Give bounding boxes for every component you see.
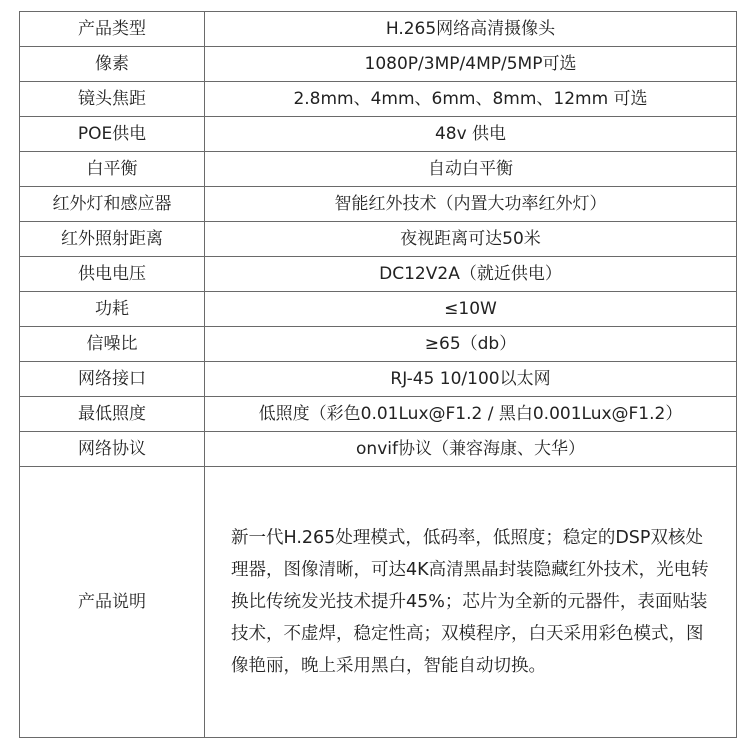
spec-value-protocol: onvif协议（兼容海康、大华） bbox=[205, 432, 737, 467]
spec-key-protocol: 网络协议 bbox=[20, 432, 205, 467]
spec-value-min-illumination: 低照度（彩色0.01Lux@F1.2 / 黑白0.001Lux@F1.2） bbox=[205, 397, 737, 432]
spec-value-snr: ≥65（db） bbox=[205, 327, 737, 362]
spec-value-description: 新一代H.265处理模式，低码率，低照度；稳定的DSP双核处理器，图像清晰，可达4K高清黑晶封装隐藏红外技术，光电转换比传统发光技术提升45%；芯片为全新的元器件，表面贴装技术，不虚焊，稳定性高；双模程序，白天采用彩色模式，图像艳丽，晚上采用黑白，智能自动切换。 bbox=[205, 467, 737, 738]
table-row bbox=[20, 152, 737, 187]
spec-value-focal-length: 2.8mm、4mm、6mm、8mm、12mm 可选 bbox=[205, 82, 737, 117]
table-row bbox=[20, 82, 737, 117]
spec-value-power: ≤10W bbox=[205, 292, 737, 327]
spec-key-description: 产品说明 bbox=[20, 467, 205, 738]
spec-key-snr: 信噪比 bbox=[20, 327, 205, 362]
spec-key-power: 功耗 bbox=[20, 292, 205, 327]
spec-key-min-illumination: 最低照度 bbox=[20, 397, 205, 432]
table-row bbox=[20, 47, 737, 82]
table-row bbox=[20, 362, 737, 397]
table-row bbox=[20, 117, 737, 152]
table-row bbox=[20, 187, 737, 222]
table-row bbox=[20, 292, 737, 327]
spec-value-poe: 48v 供电 bbox=[205, 117, 737, 152]
table-row bbox=[20, 12, 737, 47]
spec-key-ir-distance: 红外照射距离 bbox=[20, 222, 205, 257]
spec-key-poe: POE供电 bbox=[20, 117, 205, 152]
table-row-description bbox=[20, 467, 737, 738]
spec-value-ir-sensor: 智能红外技术（内置大功率红外灯） bbox=[205, 187, 737, 222]
table-row bbox=[20, 257, 737, 292]
spec-value-voltage: DC12V2A（就近供电） bbox=[205, 257, 737, 292]
spec-key-ir-sensor: 红外灯和感应器 bbox=[20, 187, 205, 222]
spec-value-white-balance: 自动白平衡 bbox=[205, 152, 737, 187]
spec-key-voltage: 供电电压 bbox=[20, 257, 205, 292]
spec-key-network-port: 网络接口 bbox=[20, 362, 205, 397]
spec-value-network-port: RJ-45 10/100以太网 bbox=[205, 362, 737, 397]
spec-key-product-type: 产品类型 bbox=[20, 12, 205, 47]
spec-table bbox=[19, 11, 737, 738]
table-row bbox=[20, 397, 737, 432]
spec-key-pixels: 像素 bbox=[20, 47, 205, 82]
spec-value-pixels: 1080P/3MP/4MP/5MP可选 bbox=[205, 47, 737, 82]
spec-value-product-type: H.265网络高清摄像头 bbox=[205, 12, 737, 47]
table-row bbox=[20, 432, 737, 467]
spec-value-ir-distance: 夜视距离可达50米 bbox=[205, 222, 737, 257]
spec-key-focal-length: 镜头焦距 bbox=[20, 82, 205, 117]
spec-key-white-balance: 白平衡 bbox=[20, 152, 205, 187]
table-row bbox=[20, 222, 737, 257]
table-row bbox=[20, 327, 737, 362]
